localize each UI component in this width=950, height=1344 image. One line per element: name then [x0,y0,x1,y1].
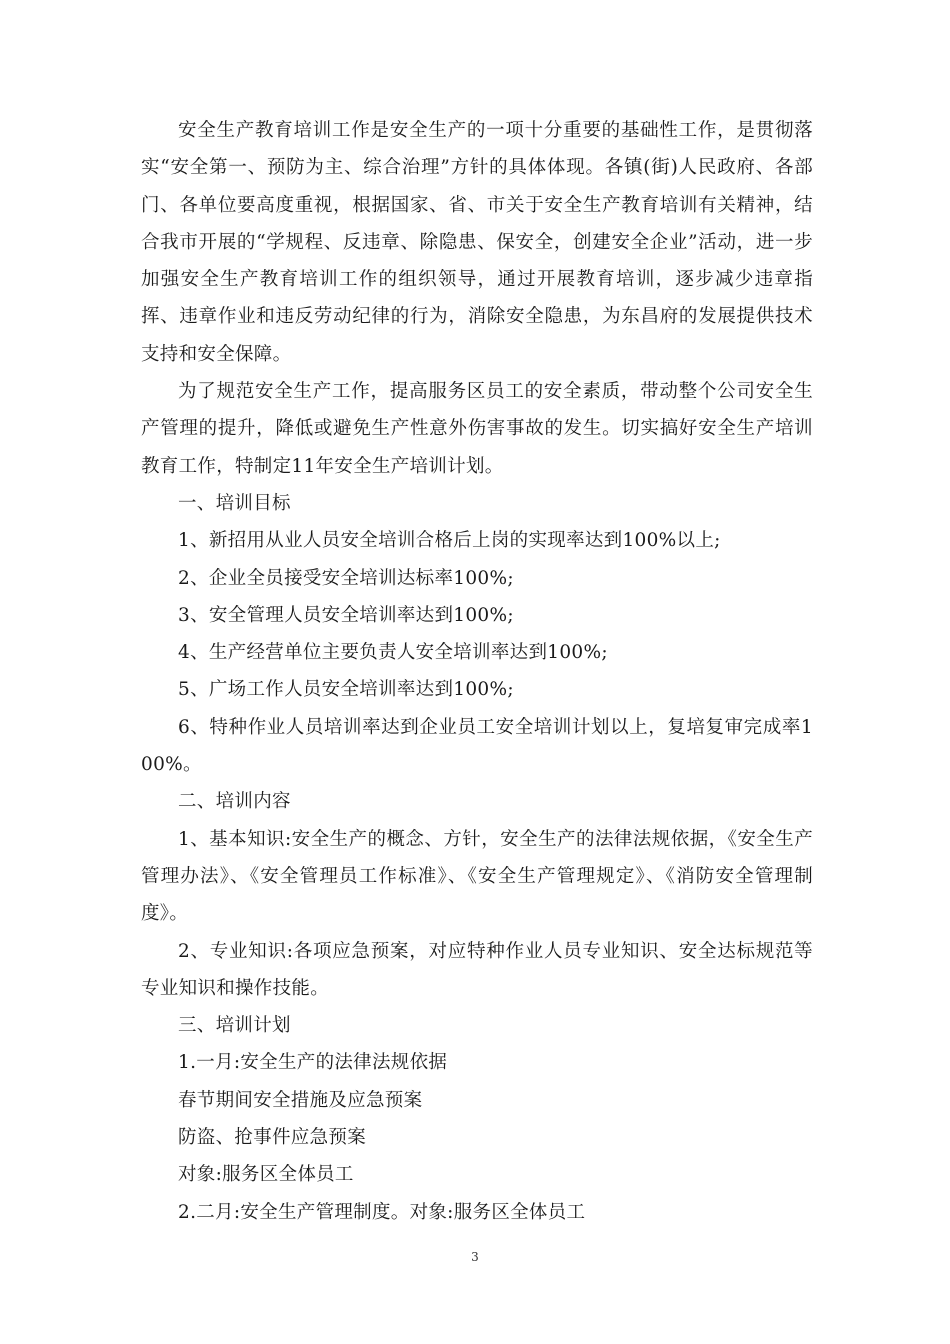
section-heading-plan: 三、培训计划 [178,1015,291,1037]
document-body [141,112,813,1231]
purpose-paragraph: 为了规范安全生产工作，提高服务区员工的安全素质，带动整个公司安全生产管理的提升，降低或避免生产性意外伤害事故的发生。切实搞好安全生产培训教育工作，特制定11年安全生产培训计划。 [141,381,813,477]
intro-paragraph: 安全生产教育培训工作是安全生产的一项十分重要的基础性工作，是贯彻落实“安全第一、预防为主、综合治理”方针的具体体现。各镇(街)人民政府、各部门、各单位要高度重视，根据国家、省、市关于安全生产教育培训有关精神，结合我市开展的“学规程、反违章、除隐患、保安全，创建安全企业”活动，进一步加强安全生产教育培训工作的组织领导，通过开展教育培训，逐步减少违章指挥、违章作业和违反劳动纪律的行为，消除安全隐患，为东昌府的发展提供技术支持和安全保障。 [141,120,813,365]
plan-item: 1.一月:安全生产的法律法规依据 [178,1052,448,1074]
section-heading-goals: 一、培训目标 [178,492,291,514]
plan-item: 防盗、抢事件应急预案 [178,1127,367,1149]
goal-item: 3、安全管理人员安全培训率达到100%; [178,604,514,626]
content-item: 1、基本知识:安全生产的概念、方针，安全生产的法律法规依据，《安全生产管理办法》、《安全管理员工作标准》、《安全生产管理规定》、《消防安全管理制度》。 [141,828,813,925]
plan-item: 对象:服务区全体员工 [178,1164,354,1186]
section-heading-content: 二、培训内容 [178,791,291,813]
goal-item: 1、新招用从业人员安全培训合格后上岗的实现率达到100%以上; [178,530,721,552]
goal-item: 5、广场工作人员安全培训率达到100%; [178,679,514,701]
goal-item: 4、生产经营单位主要负责人安全培训率达到100%; [178,642,608,664]
goal-item: 6、特种作业人员培训率达到企业员工安全培训计划以上，复培复审完成率100%。 [141,716,813,776]
plan-item: 春节期间安全措施及应急预案 [178,1089,423,1111]
goal-item: 2、企业全员接受安全培训达标率100%; [178,567,514,589]
plan-item: 2.二月:安全生产管理制度。对象:服务区全体员工 [178,1201,586,1223]
page-number: 3 [471,1250,479,1264]
content-item: 2、专业知识:各项应急预案，对应特种作业人员专业知识、安全达标规范等专业知识和操作技能。 [141,940,813,999]
